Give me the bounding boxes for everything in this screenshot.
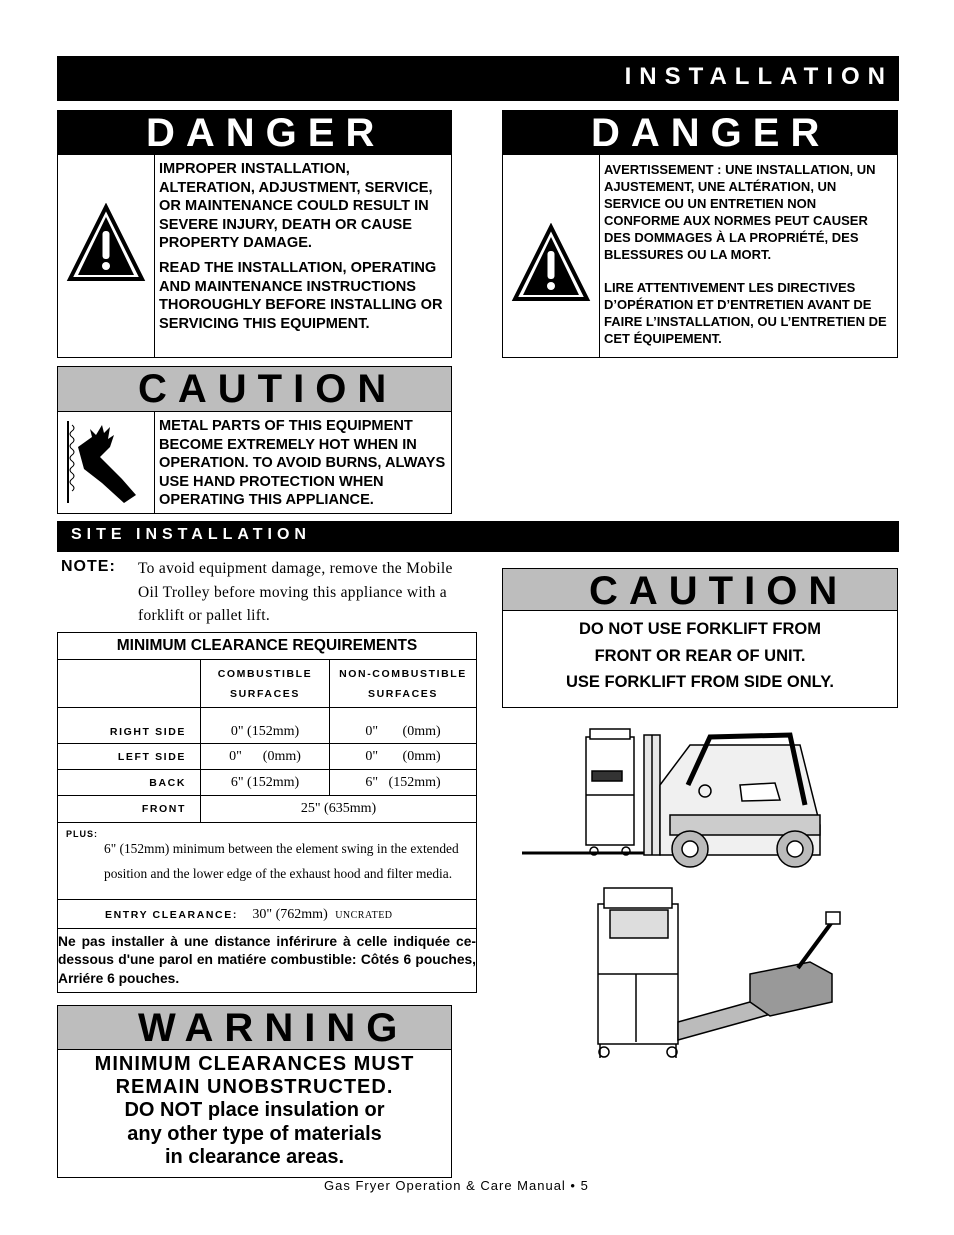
danger-box-french (502, 110, 898, 358)
warning-header: WARNING (58, 1006, 451, 1050)
danger-header-french: DANGER (503, 111, 897, 155)
warning-triangle-icon (511, 223, 591, 303)
row-label-right-side: RIGHT SIDE (58, 708, 201, 744)
noncombustible-column-header (330, 660, 477, 708)
caution-hot-box (57, 366, 452, 514)
row-label-back: BACK (58, 770, 201, 796)
combustible-header-line1: COMBUSTIBLE (217, 667, 313, 680)
caution-hot-text: METAL PARTS OF THIS EQUIPMENT BECOME EXTREMELY HOT WHEN IN OPERATION. TO AVOID BURNS, ALWAYS USE HAND PROTECTION WHEN OPERATING THIS APPLIANCE. (159, 418, 446, 509)
warning-line-3: DO NOT place insulation or (124, 1099, 385, 1121)
hot-hand-symbol-cell (58, 412, 155, 513)
table-row (58, 796, 477, 823)
warning-line-5: in clearance areas. (164, 1146, 344, 1168)
table-row (58, 900, 477, 929)
forklift-illustration (520, 725, 830, 870)
page-footer: Gas Fryer Operation & Care Manual • 5 (324, 1178, 589, 1193)
plus-note-cell (58, 823, 477, 900)
plus-text: 6" (152mm) minimum between the element swing in the extended position and the lower edge of the exhaust hood and filter media. (104, 840, 459, 881)
forklift-line-3: USE FORKLIFT FROM SIDE ONLY. (566, 673, 834, 691)
caution-forklift-body (503, 611, 897, 696)
left-side-combustible: 0" (0mm) (201, 744, 330, 770)
left-side-noncombustible: 0" (0mm) (330, 744, 477, 770)
pallet-jack-illustration (570, 882, 860, 1082)
warning-triangle-icon (66, 203, 146, 283)
danger-fr-paragraph-2: LIRE ATTENTIVEMENT LES DIRECTIVES D’OPÉRATION ET D’ENTRETIEN AVANT DE FAIRE L’INSTALLATION, OU L’ENTRETIEN DE CET ÉQUIPEMENT. (604, 280, 887, 346)
table-row (58, 770, 477, 796)
danger-text-french (604, 161, 893, 363)
site-installation-bar (57, 521, 899, 552)
front-value: 25" (635mm) (201, 796, 477, 823)
caution-forklift-box (502, 568, 898, 708)
french-clearance-note: Ne pas installer à une distance inférirure à celle indiquée ce-dessous d'une parol en matiére combustible: Côtés 6 pouches, Arriére 6 pouches. (58, 929, 477, 993)
plus-label: PLUS: (66, 829, 98, 839)
warning-body (58, 1050, 451, 1170)
right-side-noncombustible: 0" (0mm) (330, 708, 477, 744)
section-banner-title: INSTALLATION (624, 63, 893, 90)
danger-paragraph-1: IMPROPER INSTALLATION, ALTERATION, ADJUSTMENT, SERVICE, OR MAINTENANCE COULD RESULT IN SEVERE INJURY, DEATH OR CAUSE PROPERTY DAMAGE. (159, 161, 433, 252)
forklift-line-2: FRONT OR REAR OF UNIT. (594, 646, 806, 665)
table-row (58, 708, 477, 744)
table-row (58, 744, 477, 770)
row-label-left-side: LEFT SIDE (58, 744, 201, 770)
combustible-column-header (201, 660, 330, 708)
note-label: NOTE: (61, 558, 116, 575)
entry-clearance-cell (58, 900, 477, 929)
noncombustible-header-line1: NON-COMBUSTIBLE (339, 667, 467, 680)
back-noncombustible: 6" (152mm) (330, 770, 477, 796)
note-text: To avoid equipment damage, remove the Mobile Oil Trolley before moving this appliance with a forklift or pallet lift. (138, 560, 453, 624)
danger-paragraph-2: READ THE INSTALLATION, OPERATING AND MAINTENANCE INSTRUCTIONS THOROUGHLY BEFORE INSTALLING OR SERVICING THIS EQUIPMENT. (159, 259, 443, 332)
entry-clearance-suffix: UNCRATED (335, 910, 393, 921)
back-combustible: 6" (152mm) (201, 770, 330, 796)
combustible-header-line2: SURFACES (230, 687, 300, 700)
entry-clearance-value: 30" (762mm) (252, 907, 328, 922)
warning-line-2: REMAIN UNOBSTRUCTED. (115, 1076, 394, 1098)
forklift-line-1: DO NOT USE FORKLIFT FROM (579, 620, 821, 638)
warning-line-1: MINIMUM CLEARANCES MUST (94, 1053, 415, 1075)
danger-box-english (57, 110, 452, 358)
danger-header: DANGER (58, 111, 451, 155)
clearance-table (57, 632, 477, 993)
danger-text-english (159, 160, 447, 339)
danger-fr-paragraph-1: AVERTISSEMENT : UNE INSTALLATION, UN AJUSTEMENT, UNE ALTÉRATION, UN SERVICE OU UN ENTRETIEN NON CONFORME AUX NORMES PEUT CAUSER DES DOMMAGES À LA PROPRIÉTÉ, DES BLESSURES OU LA MORT. (604, 162, 876, 262)
clearance-header-blank (58, 660, 201, 708)
hot-surface-hand-icon (62, 417, 142, 507)
row-label-front: FRONT (58, 796, 201, 823)
section-banner (57, 56, 899, 101)
table-row (58, 929, 477, 993)
clearance-table-title: MINIMUM CLEARANCE REQUIREMENTS (58, 633, 477, 660)
entry-clearance-label: ENTRY CLEARANCE: (105, 909, 238, 921)
site-installation-title: SITE INSTALLATION (71, 526, 311, 543)
table-row (58, 823, 477, 900)
warning-box (57, 1005, 452, 1178)
warning-line-4: any other type of materials (127, 1122, 382, 1145)
right-side-combustible: 0" (152mm) (201, 708, 330, 744)
danger-symbol-cell-french (503, 155, 600, 357)
danger-symbol-cell (58, 155, 155, 357)
noncombustible-header-line2: SURFACES (368, 687, 438, 700)
caution-forklift-header: CAUTION (503, 569, 897, 611)
caution-header: CAUTION (58, 367, 451, 412)
